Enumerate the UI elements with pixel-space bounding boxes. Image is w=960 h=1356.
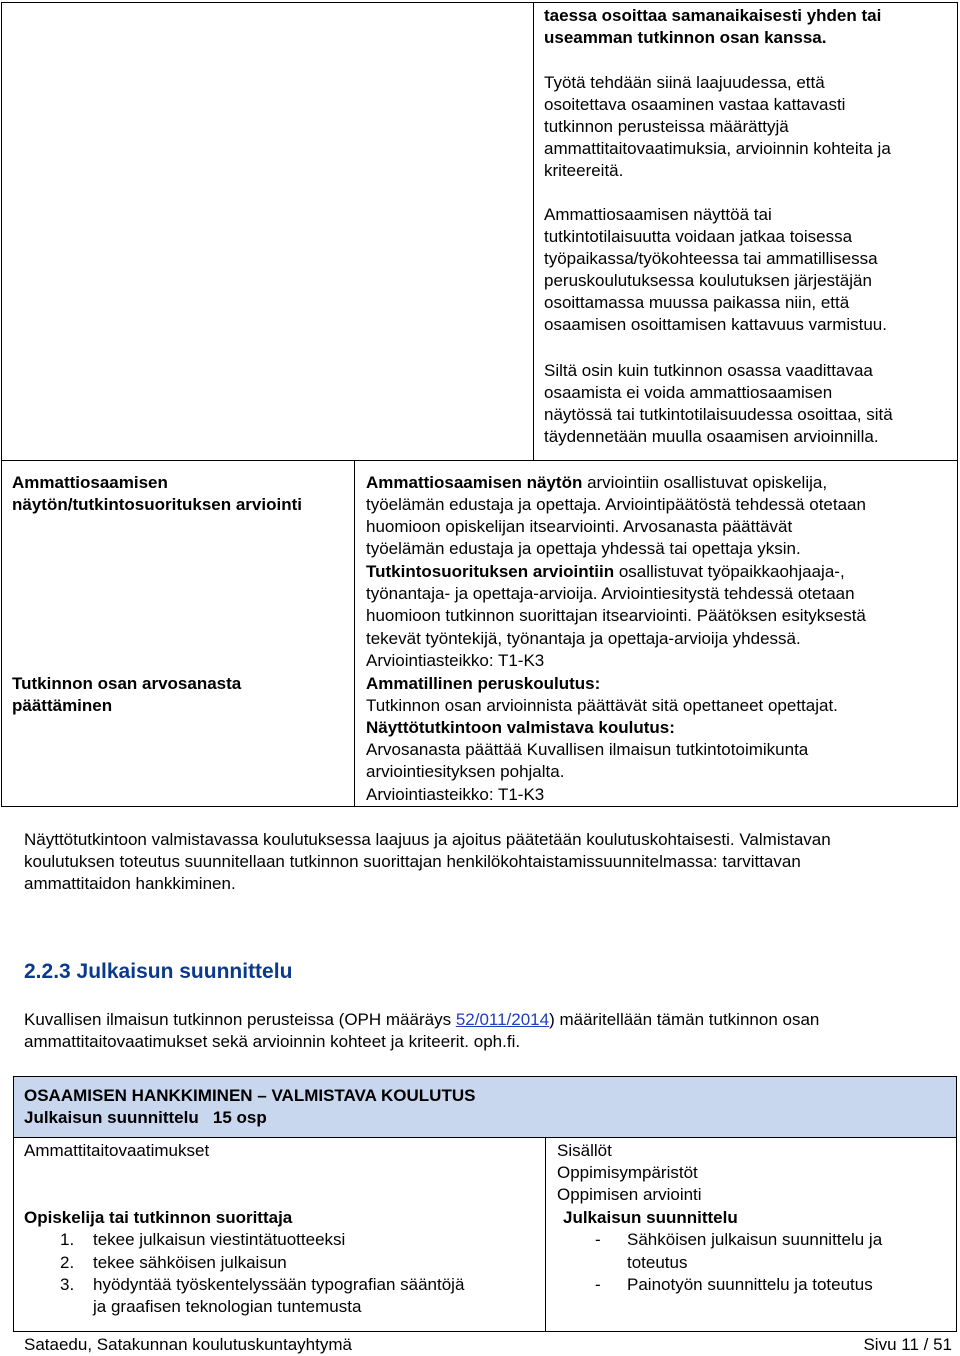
page-number (863, 1334, 952, 1356)
text-line: osoittamassa muussa paikassa niin, että (544, 293, 850, 312)
current-page: 11 (901, 1335, 919, 1354)
text-line: useamman tutkinnon osan kanssa. (544, 28, 827, 47)
text-line: Arviointiasteikko: T1-K3 (366, 785, 545, 804)
text-run: / (918, 1335, 934, 1354)
table-header-subtitle: Julkaisun suunnittelu 15 osp (24, 1108, 267, 1127)
text-line: tutkinnon perusteissa määrättyjä (544, 117, 789, 136)
list-item-continuation: toteutus (627, 1253, 688, 1272)
text-line (24, 1009, 819, 1031)
bold-phrase: Ammattiosaamisen näytön (366, 473, 583, 492)
text-line: Arviointiasteikko: T1-K3 (366, 651, 545, 670)
text-line: Tutkinnon osan arvosanasta (12, 674, 242, 693)
section-heading: 2.2.3 Julkaisun suunnittelu (24, 960, 293, 983)
column-title: Oppimisympäristöt (557, 1163, 698, 1182)
text-line: Tutkinnon osan arvioinnista päättävät sitä opettaneet opettajat. (366, 696, 838, 715)
footer-organization: Sataedu, Satakunnan koulutuskuntayhtymä (24, 1335, 352, 1354)
list-dash: - (595, 1275, 601, 1294)
table-border-left (13, 1076, 14, 1332)
footer-rule (13, 1331, 957, 1332)
list-item: Sähköisen julkaisun suunnittelu ja (627, 1230, 883, 1249)
text-line: Työtä tehdään siinä laajuudessa, että (544, 73, 825, 92)
table-border-right (956, 1076, 957, 1332)
list-number: 1. (60, 1230, 75, 1249)
text-run: arviointiin osallistuvat opiskelija, (582, 473, 828, 492)
text-line: työpaikassa/työkohteessa tai ammatillisessa (544, 249, 878, 268)
table-column-divider-2 (354, 460, 355, 807)
text-line (366, 472, 827, 494)
text-line: Näyttötutkintoon valmistavassa koulutuksessa laajuus ja ajoitus päätetään koulutuskohtaisesti. Valmistavan (24, 830, 831, 849)
text-line: näytössä tai tutkintotilaisuudessa osoittaa, sitä (544, 405, 893, 424)
table-border-left (1, 2, 2, 807)
text-line: Ammattiosaamisen näyttöä tai (544, 205, 772, 224)
text-line: tekevät työntekijä, työnantaja ja opettaja-arvioija yhdessä. (366, 629, 801, 648)
table-border-top (13, 1076, 957, 1077)
total-pages: 51 (933, 1335, 952, 1354)
text-line: huomioon opiskelijan itsearviointi. Arvosanasta päättävät (366, 517, 793, 536)
text-line: peruskoulutuksessa koulutuksen järjestäjän (544, 271, 872, 290)
requirements-subtitle: Opiskelija tai tutkinnon suorittaja (24, 1208, 293, 1227)
table-border-right (957, 2, 958, 807)
text-line: ammattitaitovaatimukset sekä arvioinnin kohteet ja kriteerit. oph.fi. (24, 1032, 521, 1051)
table-column-divider (545, 1137, 546, 1332)
text-line: osaamista ei voida ammattiosaamisen (544, 383, 833, 402)
text-line: koulutuksen toteutus suunnitellaan tutkinnon suorittajan henkilökohtaistamissuunnitelmassa: tarvittavan (24, 852, 801, 871)
table-row-divider (13, 1137, 957, 1138)
text-line: huomioon tutkinnon suorittajan itsearviointi. Päätöksen esityksestä (366, 606, 866, 625)
text-line: näytön/tutkintosuorituksen arviointi (12, 495, 302, 514)
text-line: ammattitaitovaatimuksia, arvioinnin kohteita ja (544, 139, 891, 158)
list-number: 3. (60, 1275, 75, 1294)
text-line: arviointiesityksen pohjalta. (366, 762, 565, 781)
column-title: Sisällöt (557, 1141, 612, 1160)
list-item: tekee sähköisen julkaisun (93, 1253, 287, 1272)
list-item: tekee julkaisun viestintätuotteeksi (93, 1230, 346, 1249)
text-run: ) määritellään tämän tutkinnon osan (549, 1010, 820, 1029)
text-line: Ammattiosaamisen (12, 473, 168, 492)
text-line: täydennetään muulla osaamisen arvioinnilla. (544, 427, 879, 446)
column-title: Oppimisen arviointi (557, 1185, 702, 1204)
text-line: kriteereitä. (544, 161, 624, 180)
contents-subtitle: Julkaisun suunnittelu (563, 1208, 738, 1227)
list-item: hyödyntää työskentelyssään typografian sääntöjä (93, 1275, 465, 1294)
text-line: Näyttötutkintoon valmistava koulutus: (366, 718, 675, 737)
list-dash: - (595, 1230, 601, 1249)
list-item: Painotyön suunnittelu ja toteutus (627, 1275, 873, 1294)
text-line: työnantaja- ja opettaja-arvioija. Arviointiesitystä tehdessä otetaan (366, 584, 855, 603)
list-number: 2. (60, 1253, 75, 1272)
text-line: ammattitaidon hankkiminen. (24, 874, 236, 893)
regulation-link[interactable]: 52/011/2014 (455, 1010, 550, 1029)
text-line: Ammatillinen peruskoulutus: (366, 674, 601, 693)
table-header-title: OSAAMISEN HANKKIMINEN – VALMISTAVA KOULUTUS (24, 1086, 476, 1105)
list-item-continuation: ja graafisen teknologian tuntemusta (93, 1297, 362, 1316)
column-title-requirements: Ammattitaitovaatimukset (24, 1141, 210, 1160)
text-line: työelämän edustaja ja opettaja yhdessä tai opettaja yksin. (366, 539, 801, 558)
bold-phrase: Tutkintosuorituksen arviointiin (366, 562, 615, 581)
text-run: Sivu (863, 1335, 902, 1354)
table-border-top (1, 2, 957, 3)
table-border-bottom (1, 806, 957, 807)
table-column-divider (533, 2, 534, 460)
text-line: taessa osoittaa samanaikaisesti yhden tai (544, 6, 882, 25)
text-line: tutkintotilaisuutta voidaan jatkaa toisessa (544, 227, 853, 246)
text-line: Siltä osin kuin tutkinnon osassa vaadittavaa (544, 361, 873, 380)
text-line: työelämän edustaja ja opettaja. Arviointipäätöstä tehdessä otetaan (366, 495, 866, 514)
text-line: osaamisen osoittamisen kattavuus varmistuu. (544, 315, 887, 334)
text-line: päättäminen (12, 696, 113, 715)
text-run: Kuvallisen ilmaisun tutkinnon perusteissa (OPH määräys (24, 1010, 456, 1029)
table-row-divider (1, 460, 957, 461)
text-line: Arvosanasta päättää Kuvallisen ilmaisun tutkintotoimikunta (366, 740, 809, 759)
text-line: osoitettava osaaminen vastaa kattavasti (544, 95, 846, 114)
text-run: osallistuvat työpaikkaohjaaja-, (614, 562, 845, 581)
text-line (366, 561, 845, 583)
